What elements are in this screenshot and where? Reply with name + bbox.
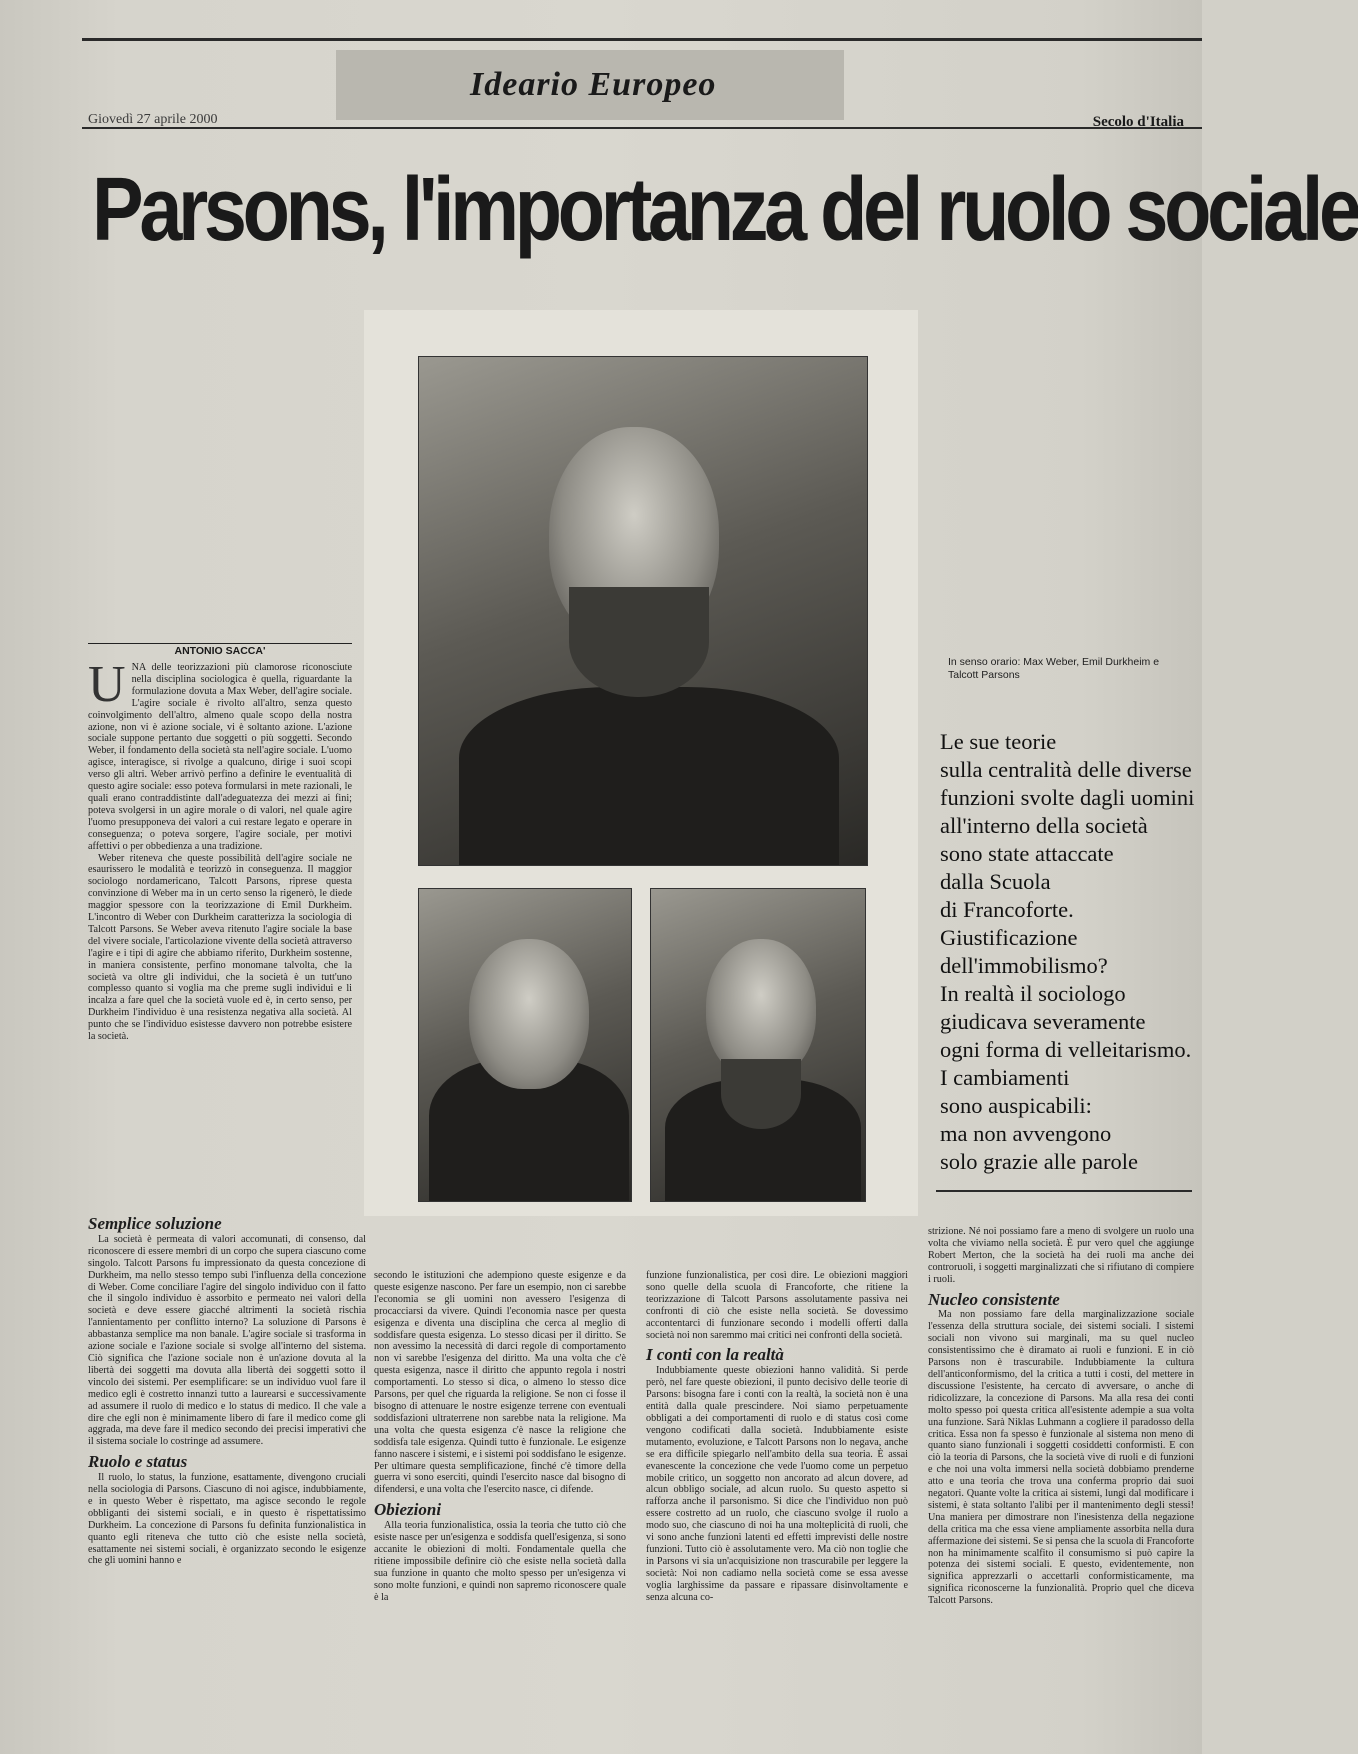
article-paragraph: Weber riteneva che queste possibilità dell'agire sociale ne esaurissero le modalità e teorizzò in conseguenza. Il maggior sociologo nordamericano, Talcott Parsons, riprese questa convinzione di Weber ma in un certo senso la rigenerò, le diede maggior spessore con la teorizzazione di Emil Durkheim. L'incontro di Weber con Durkheim caratterizza la sociologia di Talcott Parsons. Se Weber aveva ritenuto l'agire sociale la base del vivere sociale, l'articolazione vivente della società attraverso l'agire e i tipi di agire che abbiamo riferito, Durkheim sostenne, in maniera consistente, perfino monomane talvolta, che la società va oltre gli individui, che la società è un tutt'uno complesso quanto si voglia ma che preme sugli individui e li incalza a fare quel che la società vuole ed è, in certo senso, per Durkheim l'individuo è una resistenza negativa alla società. Al punto che se l'individuo esistesse davvero non potrebbe esistere la società. <box>88 852 352 1043</box>
subheading: Nucleo consistente <box>928 1289 1060 1309</box>
masthead-rule <box>82 127 1202 129</box>
pull-quote-line: Le sue teorie <box>940 729 1057 754</box>
article-column-4 <box>928 1226 1194 1750</box>
headline: Parsons, l'importanza del ruolo sociale <box>92 160 1358 260</box>
pull-quote-line: dalla Scuola <box>940 869 1051 894</box>
subheading: Obiezioni <box>374 1500 442 1520</box>
pull-quote-line: funzioni svolte dagli uomini <box>940 785 1195 810</box>
pull-quote-line: sono state attaccate <box>940 841 1114 866</box>
article-paragraph: NA delle teorizzazioni più clamorose riconosciute nella disciplina sociologica è quella, riguardante la formulazione dovuta a Max Weber, dell'agire sociale. L'agire sociale è rivolto all'altro, senza questo coinvolgimento dell'altro, almeno quale scopo della nostra azione, non vi è azione sociale, vi è soltanto azione. L'azione sociale suppone pertanto due soggetti o più soggetti. Secondo Weber, il fondamento della società sta nell'agire sociale. L'uomo agisce, interagisce, si rivolge a qualcuno, dirige i suoi scopi verso gli altri. Weber arrivò perfino a definire le eventualità di questo agire sociale: esso poteva formularsi in mete razionali, le quali erano contraddistinte dall'adeguatezza dei mezzi ai fini; poteva svolgersi in un agire morale o di valori, nel quale agire l'uomo presupponeva dei valori a cui restare legato e operare in conseguenza; o poteva sorgere, l'agire sociale, per motivi affettivi o per obbedienza a una tradizione. <box>88 662 352 852</box>
article-paragraph: La società è permeata di valori accomunati, di consenso, dal riconoscere di essere membri di un corpo che supera ciascuno come singolo. Talcott Parsons fu impressionato da questa concezione di Durkheim, ma nello stesso tempo subì l'influenza della concezione di Weber. Come conciliare l'agire del singolo individuo con il fatto che il singolo individuo è assorbito e permeato nei valori della società e deve essere giacché altrimenti la società rischia l'annientamento per conflitto interno? La soluzione di Parsons è abbastanza semplice ma non banale. L'agire sociale si trasforma in azione sociale e l'azione sociale si svolge all'interno del sistema. Ciò significa che l'azione sociale non è un'azione dovuta al la libertà dei soggetti ma dovuta alla libertà dei soggetti sotto il vincolo dei sistemi. Per esemplificare: se un individuo vuol fare il medico egli è costretto innanzi tutto a laurearsi e successivamente ad assumere il ruolo di medico e lo status di medico. Il che vale a dire che egli non è minimamente libero di fare il medico come gli aggrada, ma deve fare il medico secondo dei precisi imperativi che il sistema sociale lo costringe ad assumere. <box>88 1233 366 1448</box>
article-column-1-top <box>88 656 352 1202</box>
section-title: Ideario Europeo <box>470 66 717 103</box>
article-column-3 <box>646 1270 908 1750</box>
photo-caption: In senso orario: Max Weber, Emil Durkheim e Talcott Parsons <box>948 656 1160 681</box>
article-column-2 <box>374 1270 626 1750</box>
article-paragraph: funzione funzionalistica, per così dire. Le obiezioni maggiori sono quelle della scuola di Francoforte, che ritiene la teorizzazione di Talcott Parsons assolutamente passiva nei confronti di ciò che esiste nella società. Se dovessimo accontentarci di funzionare secondo i modelli offerti dalla società noi non saremmo mai critici nei confronti della società. <box>646 1270 908 1341</box>
pull-quote-line: solo grazie alle parole <box>940 1149 1139 1174</box>
drop-cap: U <box>88 656 126 713</box>
pull-quote-line: ma non avvengono <box>940 1121 1112 1146</box>
pull-quote-line: all'interno della società <box>940 813 1148 838</box>
pull-quote-rule <box>936 1190 1192 1192</box>
subheading: Ruolo e status <box>88 1452 188 1472</box>
article-paragraph: Il ruolo, lo status, la funzione, esattamente, divengono cruciali nella sociologia di Parsons. Ciascuno di noi agisce, indubbiamente, e in questo Weber è rispettato, ma agisce secondo le regole obbliganti dei sistemi sociali, e in questo è rispettatissimo Durkheim. La concezione di Parsons fu definita funzionalistica in quanto egli riteneva che tutto ciò che esiste nella società, esattamente nei sistemi sociali, è organizzato secondo le esigenze che gli uomini hanno e <box>88 1472 366 1567</box>
article-paragraph: Alla teoria funzionalistica, ossia la teoria che tutto ciò che esiste nasce per un'esigenza e soddisfa quell'esigenza, si sono accanite le obiezioni di molti. Fondamentale quella che ritiene impossibile definire ciò che esiste nella società dalla sua funzione in quanto che molto spesso per un'esigenza vi sono molte funzioni, e quindi non sapremo riconoscere quale è la <box>374 1520 626 1603</box>
pull-quote-line: ogni forma di velleitarismo. <box>940 1037 1192 1062</box>
photo-panel <box>364 310 918 1216</box>
issue-date: Giovedì 27 aprile 2000 <box>88 112 218 127</box>
pull-quote-line: I cambiamenti <box>940 1065 1070 1090</box>
pull-quote-line: Giustificazione <box>940 925 1078 950</box>
pull-quote-line: sulla centralità delle diverse <box>940 757 1192 782</box>
article-column-1-bottom <box>88 1210 366 1750</box>
photo-emil-durkheim <box>650 888 866 1202</box>
article-paragraph: Ma non possiamo fare della marginalizzazione sociale l'essenza della struttura sociale, dei sistemi sociali. I sistemi sociali non vivono sui marginali, ma su quel nucleo consistentissimo che è diramato ai ruoli e funzioni. E in ciò Parsons non è trascurabile. Indubbiamente la cultura dell'anticonformismo, del la critica a tutti i costi, del mettere in discussione l'esistente, ha cercato di avversare, o anche di ridicolizzare, la concezione di Parsons. Ma alla resa dei conti molto spesso poi questa critica all'esistente adempie a sua volta una funzione. Sarà Niklas Luhmann a cogliere il paradosso della critica. Essa non fa spesso è funzionale al sistema non meno di quanto siano funzionali i soggetti cosiddetti conformisti. E con ciò la teoria di Parsons, che la società vive di ruoli e di funzioni e che noi una volta immersi nella società dobbiamo prenderne atto e una teoria che trova una conferma proprio dai suoi negatori. Quante volte la critica ai sistemi, lungi dal modificare i sistemi, è stata soltanto l'alibi per il mantenimento degli stessi! Una maniera per dimostrare non l'inesistenza della negazione della critica ma che essa viene ampliamente assorbita nella dura affermazione dei sistemi. Se si pensa che la scuola di Francoforte non ha minimamente scalfito il consumismo si può capire la potenza dei sistemi sociali. E questo, evidentemente, non significa apprezzarli o accettarli conformisticamente, ma significa riconoscerne la funzionalità. Proprio quel che diceva Talcott Parsons. <box>928 1309 1195 1607</box>
photo-talcott-parsons <box>418 888 632 1202</box>
article-paragraph: Indubbiamente queste obiezioni hanno validità. Si perde però, nel fare queste obiezioni, il punto decisivo delle teorie di Parsons: bisogna fare i conti con la realtà, la società non è una entità dalla quale prescindere. Noi siamo perpetuamente obbligati a dei comportamenti di ruolo e di status così come vengono codificati dalla società. Indubbiamente esiste mutamento, evoluzione, e Talcott Parsons non lo negava, anche se era difficile spiegarlo nell'ambito della sua teoria. È assai evanescente la concezione che vede l'uomo come un perpetuo mobile critico, un soggetto non ancorato ad alcun dovere, ad alcun obbligo sociale, ad alcun ruolo. Su questo aspetto si rafforza anche il parsonismo. Si dice che l'individuo non può essere costretto ad un ruolo, che ciascuno svolge il ruolo a modo suo, che ciascuno di noi ha una molteplicità di ruoli, che vi sono anche funzioni latenti ed effetti imprevisti delle nostre funzioni. Tutto ciò è assolutamente vero. Ma ciò non toglie che in Parsons vi sia un'acquisizione non trascurabile per leggere la società: Noi non cadiamo nella società come se essa avesse voglia larghissime da passare e ripassare disinvoltamente e senza alcuna co- <box>646 1365 908 1603</box>
pull-quote-line: dell'immobilismo? <box>940 953 1108 978</box>
byline: ANTONIO SACCA' <box>88 643 352 657</box>
newspaper-name: Secolo d'Italia <box>1092 114 1184 130</box>
subheading: I conti con la realtà <box>646 1345 784 1365</box>
top-rule <box>82 38 1202 41</box>
pull-quote-line: giudicava severamente <box>940 1009 1146 1034</box>
article-paragraph: secondo le istituzioni che adempiono queste esigenze e da queste esigenze nascono. Per fare un esempio, non ci sarebbe l'economia se gli uomini non avessero l'esigenza di procacciarsi da vivere. Quindi l'economia nasce per questa esigenza e diventa una disciplina che cerca al meglio di soddisfare questa esigenza. Lo stesso dicasi per il diritto. Se non avessimo la necessità di darci regole di comportamento non vi sarebbe l'esigenza del diritto. Ma una volta che c'è questa esigenza, nasce il diritto che appunto regola i nostri comportamenti. Lo stesso si dica, o almeno lo stesso dice Parsons, per quel che riguarda la religione. Se non ci fosse il bisogno di attenuare le nostre esigenze terrene con eventuali soddisfazioni ultraterrene non sarebbe nata la religione. Ma una volta che questa esigenza c'è nasce la religione che soddisfa tale esigenza. Quindi tutto è funzionale. Le esigenze fanno nascere i sistemi, e i sistemi poi soddisfano le esigenze. Per ultimare questa semplificazione, finché c'è timore della guerra vi sono eserciti, quindi l'esercito nasce dal bisogno di difendersi, e una volta che l'esercito nasce, ci difende. <box>374 1270 626 1496</box>
pull-quote <box>940 728 1202 1176</box>
pull-quote-line: di Francoforte. <box>940 897 1074 922</box>
subheading: Semplice soluzione <box>88 1214 222 1233</box>
pull-quote-line: In realtà il sociologo <box>940 981 1126 1006</box>
photo-max-weber <box>418 356 868 866</box>
pull-quote-line: sono auspicabili: <box>940 1093 1092 1118</box>
article-paragraph: strizione. Né noi possiamo fare a meno di svolgere un ruolo una volta che viviamo nella società. È pur vero quel che aggiunge Robert Merton, che la società ha dei ruoli ma anche dei controruoli, i soggetti marginalizzati che si rifiutano di compiere i ruoli. <box>928 1226 1194 1285</box>
